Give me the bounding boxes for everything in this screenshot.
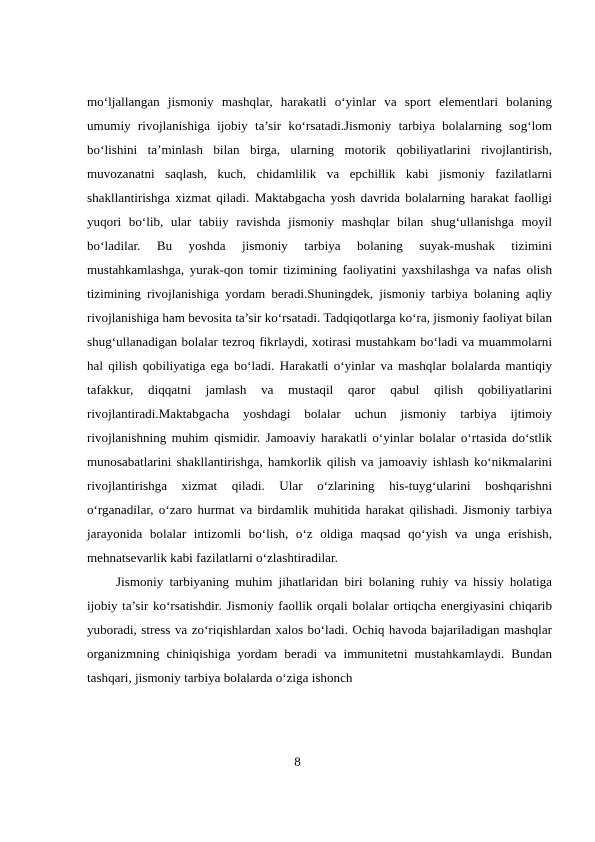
page-number: 8 (294, 754, 301, 769)
body-text (87, 90, 552, 690)
paragraph-2: Jismoniy tarbiyaning muhim jihatlaridan biri bolaning ruhiy va hissiy holatiga ijobiy ta’sir ko‘rsatishdir. Jismoniy faollik orqali bolalar ortiqcha energiyasini chiqarib yuboradi, stress va zo‘riqishlardan xalos bo‘ladi. Ochiq havoda bajariladigan mashqlar organizmning chiniqishiga yordam beradi va immunitetni mustahkamlaydi. Bundan tashqari, jismoniy tarbiya bolalarda o‘ziga ishonch (87, 574, 552, 685)
paragraph-1: mo‘ljallangan jismoniy mashqlar, harakatli o‘yinlar va sport elementlari bolaning umumiy rivojlanishiga ijobiy ta’sir ko‘rsatadi.Jismoniy tarbiya bolalarning sog‘lom bo‘lishini ta’minlash bilan birga, ularning motorik qobiliyatlarini rivojlantirish, muvozanatni saqlash, kuch, chidamlilik va epchillik kabi jismoniy fazilatlarni shakllantirishga xizmat qiladi. Maktabgacha yosh davrida bolalarning harakat faolligi yuqori bo‘lib, ular tabiiy ravishda jismoniy mashqlar bilan shug‘ullanishga moyil bo‘ladilar. Bu yoshda jismoniy tarbiya bolaning suyak-mushak tizimini mustahkamlashga, yurak-qon tomir tizimining faoliyatini yaxshilashga va nafas olish tizimining rivojlanishiga yordam beradi.Shuningdek, jismoniy tarbiya bolaning aqliy rivojlanishiga ham bevosita ta’sir ko‘rsatadi. Tadqiqotlarga ko‘ra, jismoniy faoliyat bilan shug‘ullanadigan bolalar tezroq fikrlaydi, xotirasi mustahkam bo‘ladi va muammolarni hal qilish qobiliyatiga ega bo‘ladi. Harakatli o‘yinlar va mashqlar bolalarda mantiqiy tafakkur, diqqatni jamlash va mustaqil qaror qabul qilish qobiliyatlarini rivojlantiradi.Maktabgacha yoshdagi bolalar uchun jismoniy tarbiya ijtimoiy rivojlanishning muhim qismidir. Jamoaviy harakatli o‘yinlar bolalar o‘rtasida do‘stlik munosabatlarini shakllantirishga, hamkorlik qilish va jamoaviy ishlash ko‘nikmalarini rivojlantirishga xizmat qiladi. Ular o‘zlarining his-tuyg‘ularini boshqarishni o‘rganadilar, o‘zaro hurmat va birdamlik muhitida harakat qilishadi. Jismoniy tarbiya jarayonida bolalar intizomli bo‘lish, o‘z oldiga maqsad qo‘yish va unga erishish, mehnatsevarlik kabi fazilatlarni o‘zlashtiradilar. (87, 94, 552, 565)
